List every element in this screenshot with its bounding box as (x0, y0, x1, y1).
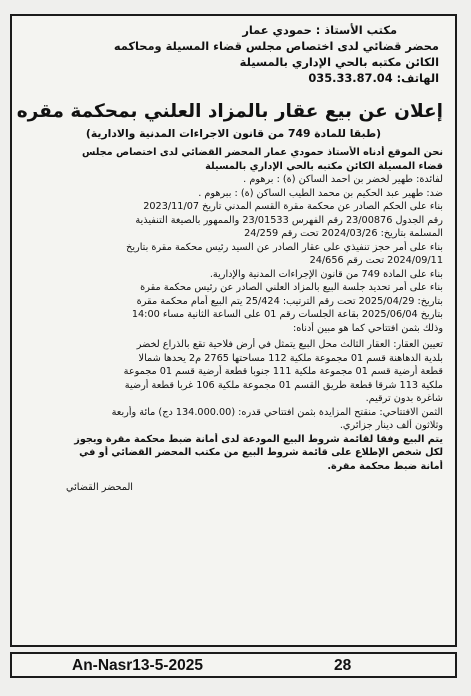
notice-line: لكل شخص الإطلاع على قائمة شروط البيع من مكتب المحضر القضائي أو في (79, 447, 443, 458)
notice-line: رقم الجدول 23/00876 رقم الفهرس 23/01533 والممهور بالصيغة التنفيذية (135, 214, 443, 226)
office-phone: الهاتف: 035.33.87.04 (308, 71, 439, 85)
notice-line: الثمن الافتتاحي: منقتح المزايدة بثمن افتتاحي قدره: (134.000.00 دج) مائة وأربعة (111, 406, 443, 418)
notice-line: بناء على أمر تحديد جلسة البيع بالمزاد العلني الصادر عن رئيس محكمة مقرة (140, 282, 443, 293)
notice-content (16, 22, 443, 639)
notice-line: يتم البيع وفقا لقائمة شروط البيع المودعة لدى أمانة ضبط محكمة مقرة ويجوز (74, 433, 443, 445)
notice-line: وذلك بثمن افتتاحي كما هو مبين أدناه: (292, 322, 443, 334)
notice-line: قطعة أرضية قسم 01 مجموعة ملكية 111 جنوبا قطعة أرضية قسم 01 مجموعة (123, 366, 443, 377)
signature: المحضر القضائي (66, 482, 133, 493)
notice-line: 2024/09/11 تحت رقم 24/656 (309, 255, 443, 266)
notice-line: بتاريخ: 2025/04/29 تحت رقم الترتيب: 25/424 يتم البيع أمام محكمة مقرة (136, 295, 443, 307)
notice-line: ملكية 113 شرقا قطعة طريق القسم 01 مجموعة ملكية 106 غربا قطعة أرضية (124, 379, 443, 391)
page-number: 28 (334, 657, 352, 674)
notice-line: المسلمة بتاريخ: 2024/03/26 تحت رقم 24/259 (244, 228, 443, 239)
notice-frame (10, 14, 457, 647)
office-address: الكائن مكتبه بالحي الإداري بالمسيلة (239, 55, 439, 69)
notice-line: بلدية الدهاهنة قسم 01 مجموعة ملكية 112 مساحتها 2765 م2 يحدها شمالا (138, 352, 443, 364)
notice-line: بناء على أمر حجز تنفيذي على عقار الصادر عن السيد رئيس محكمة مقرة بتاريخ (126, 241, 443, 253)
notice-line: لفائدة: طهير لخضر بن احمد الساكن (ة) : برهوم . (243, 174, 443, 185)
notice-line: ضد: طهير عبد الحكيم بن محمد الطيب الساكن (ة) : ببرهوم . (198, 187, 443, 199)
notice-title: إعلان عن بيع عقار بالمزاد العلني بمحكمة مقره (16, 101, 443, 122)
page-footer (10, 652, 457, 678)
notice-body (24, 146, 443, 473)
notice-line: وثلاثون ألف دينار جزائري. (339, 420, 443, 431)
notice-line: بناء على الحكم الصادر عن محكمة مقرة القسم المدني تاريخ 2023/11/07 (143, 201, 443, 212)
notice-subtitle: (طبقا للمادة 749 من قانون الاجراءات المدنية والادارية) (85, 127, 382, 140)
notice-line: تعيين العقار: العقار الثالث محل البيع يتمثل في أرض فلاحية تقع بالذراع لخضر (136, 339, 443, 350)
notice-line: شاغرة بدون ترقيم. (365, 393, 443, 404)
notice-line: بناء على المادة 749 من قانون الإجراءات المدنية والإدارية. (209, 268, 443, 280)
notice-line: قضاء المسيلة الكائن مكتبه بالحي الإداري بالمسيلة (205, 160, 443, 172)
office-name: مكتب الأستاذ : حمودي عمار (242, 23, 397, 37)
bailiff-jurisdiction: محضر قضائي لدى اختصاص مجلس قضاء المسيلة ومحاكمه (113, 39, 439, 53)
publication-date: An-Nasr13-5-2025 (72, 657, 203, 674)
notice-line: نحن الموقع أدناه الأستاذ حمودي عمار المحضر القضائي لدى اختصاص مجلس (82, 147, 443, 158)
notice-line: أمانة ضبط محكمة مقرة. (327, 460, 443, 472)
notice-line: بتاريخ 2025/06/04 بقاعة الجلسات رقم 01 على الساعة الثانية مساء 14:00 (131, 309, 443, 320)
